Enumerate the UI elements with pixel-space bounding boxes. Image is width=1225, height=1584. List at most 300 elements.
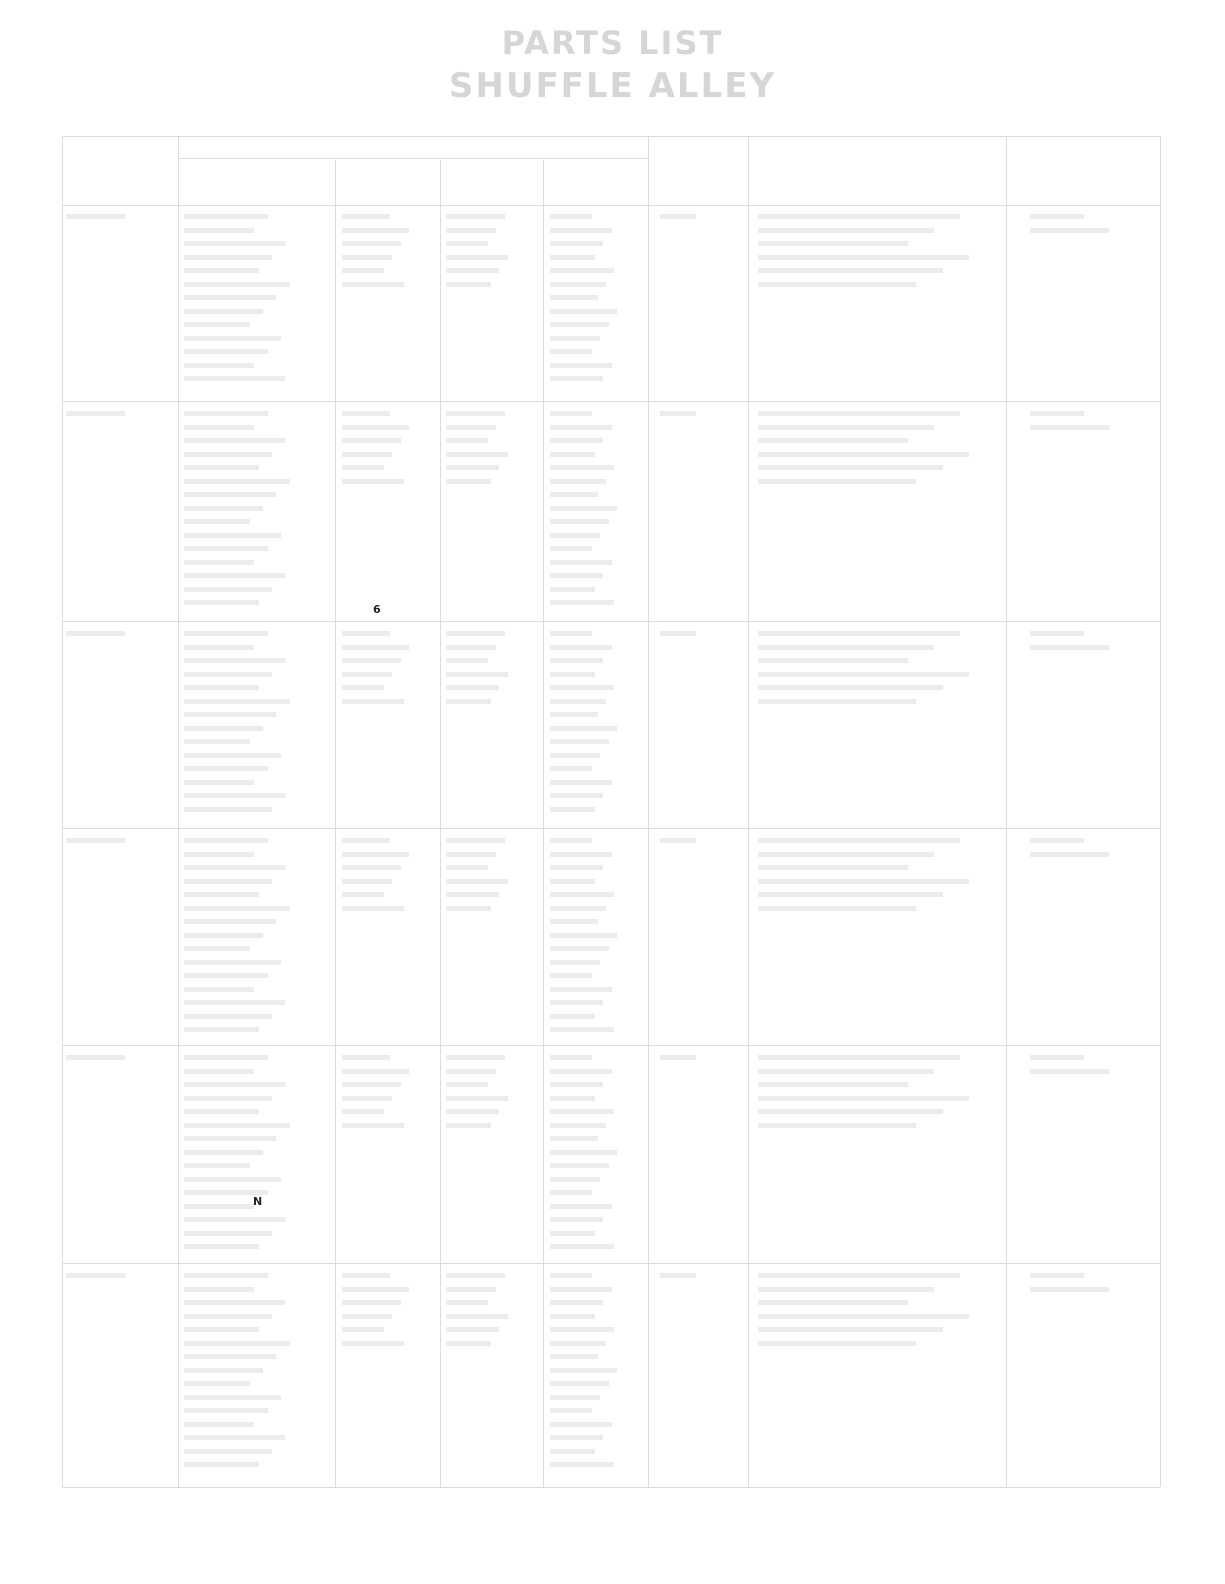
faded-text-line [758, 411, 960, 416]
faded-text-line [446, 879, 508, 884]
faded-text-line [550, 506, 617, 511]
faded-text-line [446, 685, 499, 690]
faded-text-line [342, 214, 390, 219]
col-line-2 [335, 160, 336, 1487]
faded-text-line [550, 1395, 600, 1400]
faded-text-line [342, 892, 384, 897]
faded-text-line [758, 865, 908, 870]
faded-text-line [446, 452, 508, 457]
row-sep-3 [62, 828, 1160, 829]
page-title-line1: PARTS LIST [501, 24, 724, 62]
faded-text-line [184, 546, 268, 551]
faded-text-line [184, 1435, 285, 1440]
faded-text-line [1030, 1055, 1084, 1060]
faded-text-line [550, 1327, 614, 1332]
faded-text-line [550, 560, 612, 565]
faded-text-line [342, 241, 401, 246]
faded-text-line [550, 1123, 606, 1128]
faded-text-line [184, 322, 250, 327]
faded-text-line [342, 645, 409, 650]
faded-text-line [758, 699, 916, 704]
faded-text-line [184, 807, 272, 812]
faded-text-line [550, 865, 603, 870]
col-line-5 [648, 136, 649, 1487]
faded-text-line [184, 631, 268, 636]
faded-text-line [184, 892, 259, 897]
faded-text-line [184, 349, 268, 354]
faded-text-line [446, 228, 496, 233]
faded-text-line [550, 712, 598, 717]
faded-text-line [184, 960, 281, 965]
faded-text-line [550, 452, 595, 457]
faded-text-line [342, 282, 404, 287]
faded-text-line [184, 241, 285, 246]
faded-text-line [550, 255, 595, 260]
faded-text-line [550, 438, 603, 443]
faded-text-line [184, 1449, 272, 1454]
faded-text-line [184, 766, 268, 771]
header-sub-rule [178, 158, 648, 159]
faded-text-line [184, 933, 263, 938]
faded-text-line [184, 672, 272, 677]
faded-text-line [342, 465, 384, 470]
faded-text-line [184, 214, 268, 219]
faded-text-line [342, 658, 401, 663]
col-line-0 [62, 136, 63, 1487]
faded-text-line [184, 363, 254, 368]
faded-text-line [446, 852, 496, 857]
faded-text-line [550, 1027, 614, 1032]
faded-text-line [550, 1287, 612, 1292]
faded-text-line [550, 1163, 609, 1168]
faded-text-line [550, 1273, 592, 1278]
faded-text-line [342, 879, 392, 884]
faded-text-line [184, 228, 254, 233]
faded-text-line [660, 838, 696, 843]
faded-text-line [342, 631, 390, 636]
faded-text-line [184, 479, 290, 484]
faded-text-line [758, 1327, 943, 1332]
faded-text-line [184, 411, 268, 416]
faded-text-line [550, 1177, 600, 1182]
faded-text-line [184, 1462, 259, 1467]
faded-text-line [758, 465, 943, 470]
faded-text-line [342, 1327, 384, 1332]
faded-text-line [446, 268, 499, 273]
faded-text-line [446, 479, 491, 484]
faded-text-line [184, 685, 259, 690]
faded-text-line [758, 892, 943, 897]
faded-text-line [66, 838, 125, 843]
faded-text-line [1030, 838, 1084, 843]
faded-text-line [184, 1327, 259, 1332]
faded-text-line [550, 1341, 606, 1346]
faded-text-line [184, 492, 276, 497]
faded-text-line [550, 492, 598, 497]
faded-text-line [550, 1300, 603, 1305]
faded-text-line [342, 1055, 390, 1060]
faded-text-line [550, 479, 606, 484]
faded-text-line [446, 1082, 488, 1087]
faded-text-line [550, 295, 598, 300]
faded-text-line [446, 438, 488, 443]
faded-text-line [184, 519, 250, 524]
faded-text-line [446, 1287, 496, 1292]
faded-text-line [446, 1341, 491, 1346]
page-title-line2: SHUFFLE ALLEY [448, 66, 777, 106]
faded-text-line [550, 1000, 603, 1005]
faded-text-line [550, 349, 592, 354]
faded-text-line [550, 1231, 595, 1236]
faded-text-line [184, 268, 259, 273]
faded-text-line [550, 1354, 598, 1359]
faded-text-line [550, 1462, 614, 1467]
row-sep-1 [62, 401, 1160, 402]
faded-text-line [184, 987, 254, 992]
faded-text-line [184, 282, 290, 287]
faded-text-line [342, 1273, 390, 1278]
faded-text-line [758, 1300, 908, 1305]
faded-text-line [342, 838, 390, 843]
faded-text-line [550, 465, 614, 470]
faded-text-line [550, 672, 595, 677]
faded-text-line [184, 255, 272, 260]
faded-text-line [758, 1314, 969, 1319]
faded-text-line [550, 1217, 603, 1222]
faded-text-line [184, 1163, 250, 1168]
faded-text-line [550, 600, 614, 605]
faded-text-line [184, 1314, 272, 1319]
faded-text-line [184, 1341, 290, 1346]
faded-text-line [446, 1273, 505, 1278]
faded-text-line [184, 1109, 259, 1114]
faded-text-line [550, 1204, 612, 1209]
faded-text-line [1030, 1069, 1109, 1074]
faded-text-line [550, 309, 617, 314]
faded-text-line [660, 1273, 696, 1278]
faded-text-line [446, 631, 505, 636]
faded-text-line [184, 336, 281, 341]
faded-text-line [184, 465, 259, 470]
faded-text-line [1030, 1273, 1084, 1278]
faded-text-line [550, 892, 614, 897]
faded-text-line [550, 739, 609, 744]
faded-text-line [342, 906, 404, 911]
faded-text-line [184, 1027, 259, 1032]
faded-text-line [446, 1055, 505, 1060]
faded-text-line [758, 214, 960, 219]
faded-text-line [446, 1069, 496, 1074]
faded-text-line [342, 1314, 392, 1319]
faded-text-line [66, 214, 125, 219]
faded-text-line [184, 973, 268, 978]
faded-text-line [758, 1082, 908, 1087]
faded-text-line [184, 1408, 268, 1413]
faded-text-line [184, 1395, 281, 1400]
faded-text-line [550, 645, 612, 650]
faded-text-line [550, 1136, 598, 1141]
faded-text-line [758, 255, 969, 260]
faded-text-line [1030, 411, 1084, 416]
faded-text-line [550, 1244, 614, 1249]
faded-text-line [446, 465, 499, 470]
faded-text-line [184, 852, 254, 857]
faded-text-line [342, 1287, 409, 1292]
faded-text-line [550, 1435, 603, 1440]
faded-text-line [550, 1014, 595, 1019]
faded-text-line [550, 946, 609, 951]
faded-text-line [446, 411, 505, 416]
faded-text-line [446, 1314, 508, 1319]
faded-text-line [184, 879, 272, 884]
faded-text-line [550, 533, 600, 538]
faded-text-line [342, 425, 409, 430]
faded-text-line [550, 214, 592, 219]
faded-text-line [184, 1123, 290, 1128]
faded-text-line [184, 699, 290, 704]
faded-text-line [758, 479, 916, 484]
faded-text-line [550, 363, 612, 368]
faded-text-line [446, 425, 496, 430]
table-top-rule [62, 136, 1160, 137]
col-line-7 [1006, 136, 1007, 1487]
faded-text-line [342, 852, 409, 857]
faded-text-line [550, 987, 612, 992]
faded-text-line [184, 1177, 281, 1182]
faded-text-line [184, 425, 254, 430]
faded-text-line [184, 573, 285, 578]
faded-text-line [660, 214, 696, 219]
faded-text-line [550, 1082, 603, 1087]
faded-text-line [342, 1069, 409, 1074]
faded-text-line [342, 438, 401, 443]
faded-text-line [184, 645, 254, 650]
faded-text-line [550, 1422, 612, 1427]
faded-text-line [342, 452, 392, 457]
faded-text-line [758, 1109, 943, 1114]
faded-text-line [184, 1000, 285, 1005]
faded-text-line [184, 712, 276, 717]
faded-text-line [66, 631, 125, 636]
faded-text-line [550, 1055, 592, 1060]
faded-text-line [184, 295, 276, 300]
faded-text-line [660, 1055, 696, 1060]
faded-text-line [758, 1055, 960, 1060]
header-bottom-rule [62, 205, 1160, 206]
faded-text-line [550, 933, 617, 938]
table-bottom-rule [62, 1487, 1160, 1488]
faded-text-line [184, 438, 285, 443]
faded-text-line [550, 587, 595, 592]
faded-text-line [550, 1109, 614, 1114]
faded-text-line [342, 1123, 404, 1128]
faded-text-line [342, 699, 404, 704]
faded-text-line [184, 1287, 254, 1292]
faded-text-line [1030, 852, 1109, 857]
faded-text-line [550, 1150, 617, 1155]
faded-text-line [550, 631, 592, 636]
faded-text-line [550, 807, 595, 812]
faded-text-line [758, 228, 934, 233]
faded-text-line [66, 1273, 125, 1278]
faded-text-line [660, 631, 696, 636]
faded-text-line [758, 268, 943, 273]
faded-text-line [550, 658, 603, 663]
faded-text-line [550, 852, 612, 857]
faded-text-line [446, 241, 488, 246]
faded-text-line [184, 1096, 272, 1101]
faded-text-line [758, 452, 969, 457]
row-sep-4 [62, 1045, 1160, 1046]
faded-text-line [184, 906, 290, 911]
faded-text-line [342, 411, 390, 416]
faded-text-line [184, 587, 272, 592]
faded-text-line [550, 1449, 595, 1454]
faded-text-line [184, 376, 285, 381]
faded-text-line [342, 1096, 392, 1101]
faded-text-line [342, 255, 392, 260]
faded-text-line [446, 1123, 491, 1128]
faded-text-line [758, 241, 908, 246]
faded-text-line [550, 1096, 595, 1101]
faded-text-line [550, 919, 598, 924]
faded-text-line [342, 1109, 384, 1114]
faded-text-line [758, 1123, 916, 1128]
faded-text-line [184, 658, 285, 663]
faded-text-line [184, 1381, 250, 1386]
faded-text-line [184, 1069, 254, 1074]
faded-text-line [184, 946, 250, 951]
faded-text-line [550, 685, 614, 690]
faded-text-line [66, 411, 125, 416]
faded-text-line [550, 241, 603, 246]
faded-text-line [758, 645, 934, 650]
faded-text-line [446, 672, 508, 677]
mark-n: N [253, 1195, 263, 1208]
faded-text-line [1030, 228, 1109, 233]
mark-6: 6 [373, 603, 381, 616]
faded-text-line [184, 865, 285, 870]
faded-text-line [758, 1287, 934, 1292]
faded-text-line [184, 600, 259, 605]
faded-text-line [446, 282, 491, 287]
faded-text-line [184, 1231, 272, 1236]
faded-text-line [342, 479, 404, 484]
col-line-1 [178, 136, 179, 1487]
faded-text-line [550, 726, 617, 731]
faded-text-line [184, 506, 263, 511]
faded-text-line [184, 793, 285, 798]
faded-text-line [342, 685, 384, 690]
row-sep-5 [62, 1263, 1160, 1264]
faded-text-line [184, 1217, 285, 1222]
col-line-8 [1160, 136, 1161, 1487]
col-line-4 [543, 160, 544, 1487]
faded-text-line [446, 838, 505, 843]
faded-text-line [184, 1368, 263, 1373]
faded-text-line [66, 1055, 125, 1060]
faded-text-line [758, 906, 916, 911]
faded-text-line [446, 892, 499, 897]
faded-text-line [758, 685, 943, 690]
faded-text-line [550, 228, 612, 233]
faded-text-line [184, 1136, 276, 1141]
faded-text-line [342, 1300, 401, 1305]
faded-text-line [184, 533, 281, 538]
faded-text-line [184, 780, 254, 785]
faded-text-line [550, 879, 595, 884]
faded-text-line [446, 658, 488, 663]
faded-text-line [184, 452, 272, 457]
faded-text-line [1030, 645, 1109, 650]
faded-text-line [758, 672, 969, 677]
faded-text-line [550, 960, 600, 965]
faded-text-line [342, 672, 392, 677]
faded-text-line [550, 1069, 612, 1074]
faded-text-line [446, 1109, 499, 1114]
col-line-6 [748, 136, 749, 1487]
faded-text-line [550, 268, 614, 273]
faded-text-line [342, 865, 401, 870]
faded-text-line [758, 838, 960, 843]
faded-text-line [1030, 1287, 1109, 1292]
faded-text-line [550, 838, 592, 843]
faded-text-line [550, 766, 592, 771]
faded-text-line [446, 865, 488, 870]
faded-text-line [758, 658, 908, 663]
faded-text-line [184, 1273, 268, 1278]
faded-text-line [184, 753, 281, 758]
faded-text-line [446, 1096, 508, 1101]
faded-text-line [1030, 214, 1084, 219]
faded-text-line [758, 1341, 916, 1346]
faded-text-line [446, 645, 496, 650]
faded-text-line [550, 1190, 592, 1195]
faded-text-line [550, 411, 592, 416]
faded-text-line [342, 1082, 401, 1087]
faded-text-line [1030, 631, 1084, 636]
faded-text-line [550, 780, 612, 785]
faded-text-line [550, 1381, 609, 1386]
faded-text-line [758, 631, 960, 636]
faded-text-line [184, 1204, 254, 1209]
faded-text-line [184, 1354, 276, 1359]
faded-text-line [446, 1300, 488, 1305]
faded-text-line [550, 322, 609, 327]
faded-text-line [550, 1368, 617, 1373]
faded-text-line [184, 726, 263, 731]
faded-text-line [446, 214, 505, 219]
faded-text-line [446, 906, 491, 911]
faded-text-line [550, 753, 600, 758]
faded-text-line [550, 699, 606, 704]
faded-text-line [184, 560, 254, 565]
faded-text-line [184, 1055, 268, 1060]
faded-text-line [550, 973, 592, 978]
faded-text-line [184, 919, 276, 924]
faded-text-line [184, 739, 250, 744]
faded-text-line [550, 1408, 592, 1413]
faded-text-line [342, 268, 384, 273]
faded-text-line [758, 1069, 934, 1074]
faded-text-line [758, 425, 934, 430]
faded-text-line [550, 906, 606, 911]
faded-text-line [446, 699, 491, 704]
faded-text-line [550, 425, 612, 430]
faded-text-line [184, 1244, 259, 1249]
faded-text-line [184, 838, 268, 843]
faded-text-line [550, 793, 603, 798]
